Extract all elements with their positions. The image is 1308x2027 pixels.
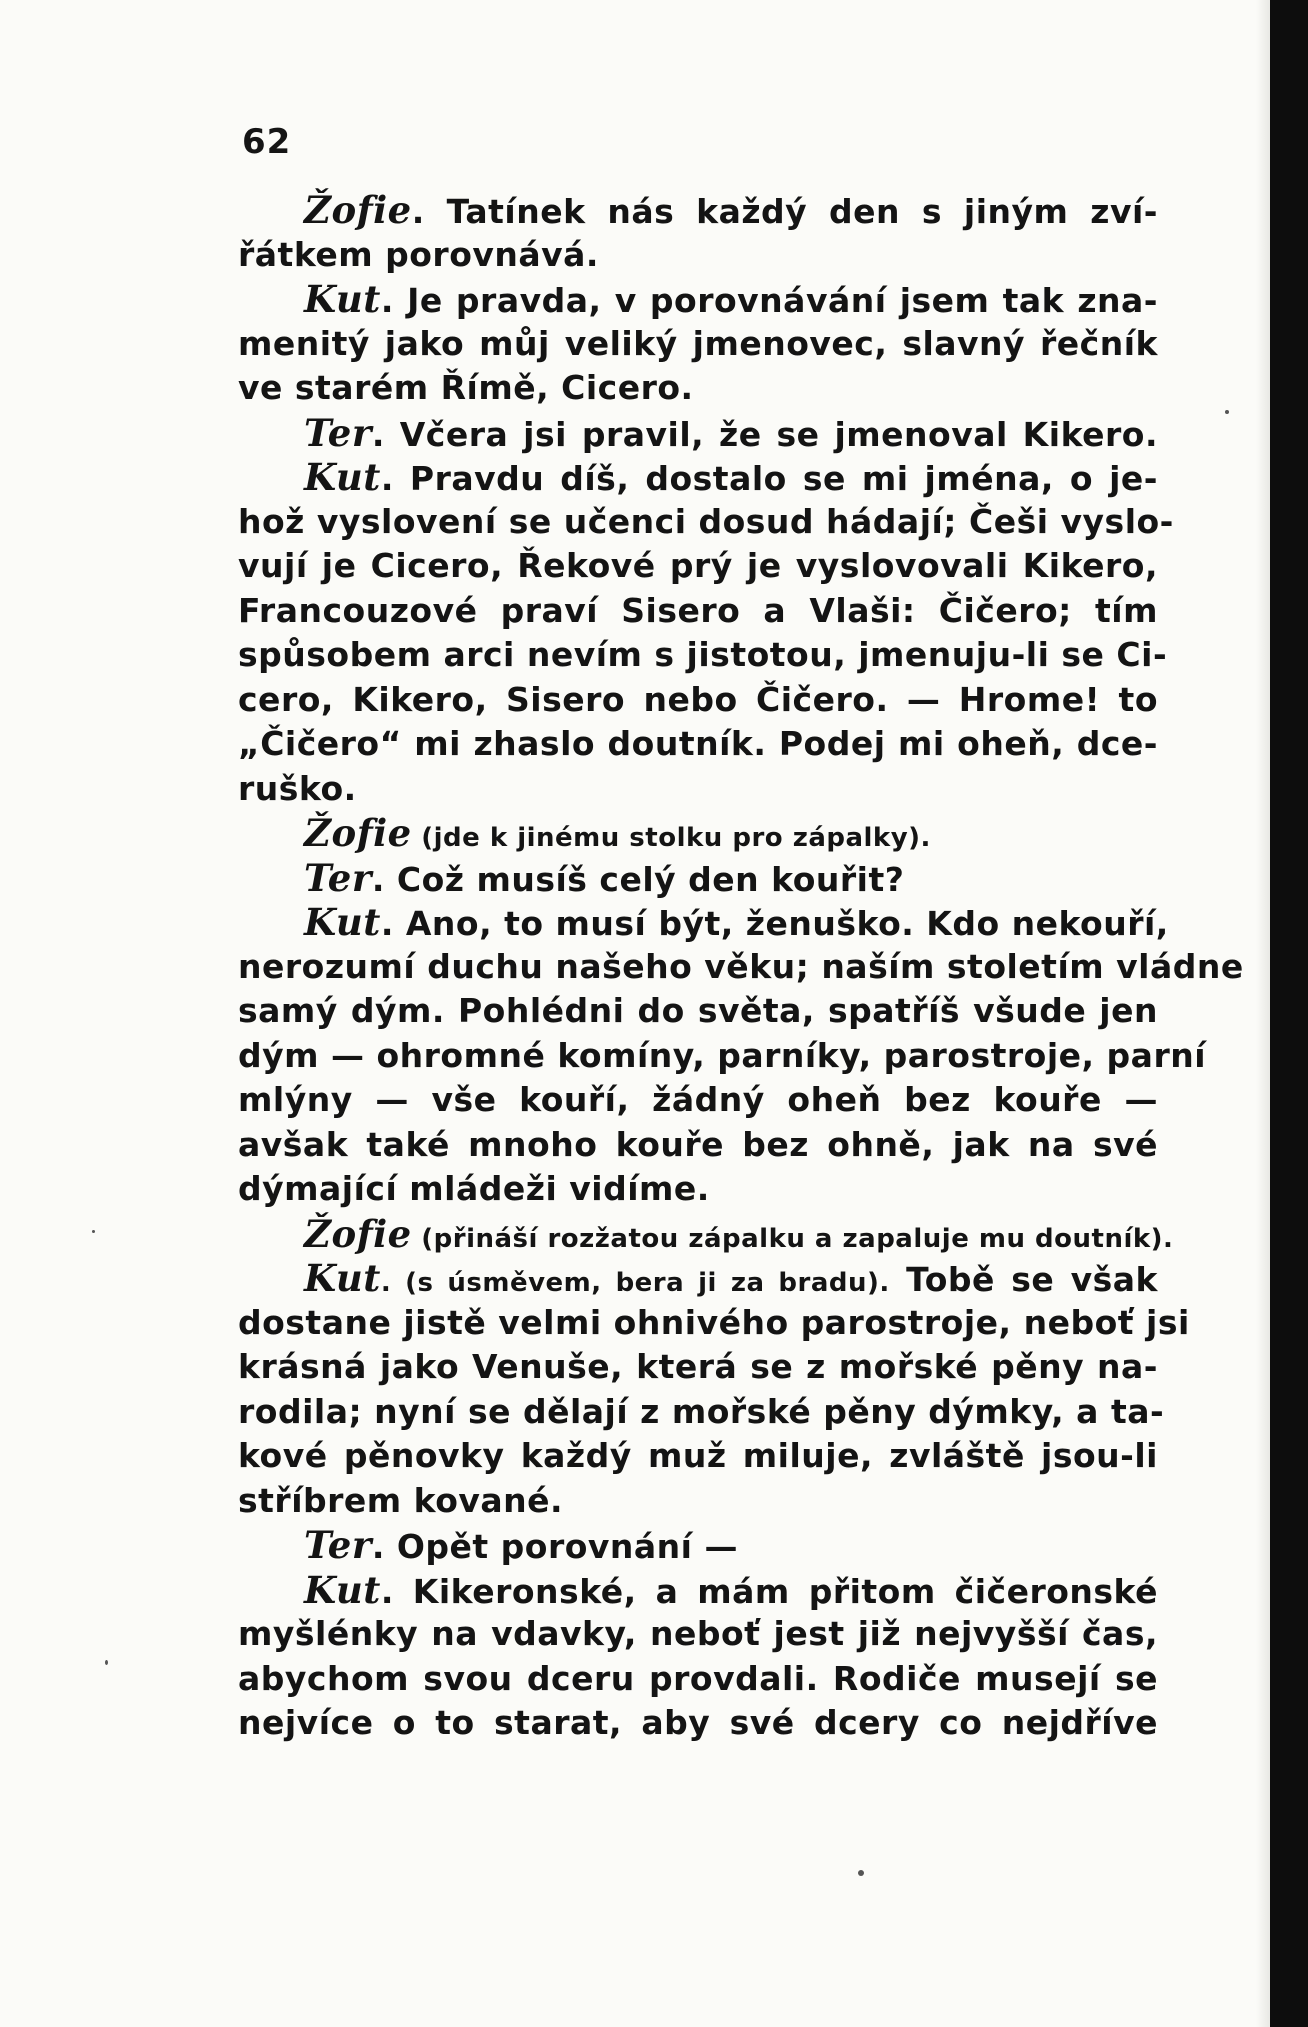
line-text: mlýny — vše kouří, žádný oheň bez kouře — (238, 1080, 1158, 1119)
text-line (238, 1657, 1158, 1702)
line-text: kové pěnovky každý muž miluje, zvláště jsou-li (238, 1436, 1158, 1475)
text-line (238, 811, 1158, 856)
line-text: dým — ohromné komíny, parníky, parostroje, parní (238, 1035, 1207, 1075)
line-text: nejvíce o to starat, aby své dcery co nejdříve (238, 1703, 1158, 1742)
text-line (238, 1479, 1158, 1524)
line-text: . Opět porovnání — (371, 1527, 738, 1566)
line-text: řátkem porovnává. (238, 234, 599, 274)
stage-direction: . (s úsměvem, bera ji za bradu). (380, 1268, 890, 1298)
text-line (238, 411, 1158, 456)
speaker-name: Ter (304, 410, 372, 455)
paper-speck (105, 1660, 108, 1665)
text-line (238, 1034, 1207, 1079)
line-text: samý dým. Pohlédni do světa, spatříš všude jen (238, 991, 1158, 1030)
text-line (238, 1345, 1158, 1390)
text-line (238, 678, 1158, 723)
speaker-name: Žofie (304, 188, 412, 232)
line-text: ve starém Římě, Cicero. (238, 368, 694, 407)
speaker-name: Ter (304, 855, 372, 900)
text-line (238, 277, 1158, 322)
line-text: hož vyslovení se učenci dosud hádají; Češi vyslo- (238, 501, 1174, 541)
text-line (238, 1434, 1158, 1479)
speaker-name: Kut (304, 1256, 381, 1300)
line-text: „Čičero“ mi zhaslo doutník. Podej mi oheň, dce- (238, 724, 1158, 763)
paper-speck (858, 1870, 864, 1876)
text-line (238, 322, 1158, 367)
page-edge-shadow (1256, 0, 1270, 2027)
text-line (238, 1167, 1158, 1212)
line-text: stříbrem kované. (238, 1480, 564, 1520)
line-text: krásná jako Venuše, která se z mořské pěny na- (238, 1347, 1158, 1386)
stage-direction: (přináší rozžatou zápalku a zapaluje mu doutník). (411, 1223, 1174, 1254)
text-line (238, 1701, 1158, 1746)
text-line (238, 589, 1158, 634)
paper-speck (1225, 410, 1229, 414)
text-line (238, 1301, 1190, 1346)
line-text: . Včera jsi pravil, že se jmenoval Kikero. (371, 414, 1158, 454)
speaker-name: Žofie (304, 1211, 412, 1256)
text-line (238, 1568, 1158, 1613)
line-text: nerozumí duchu našeho věku; naším stoletím vládne (238, 946, 1244, 986)
play-text (238, 188, 1244, 1746)
text-line (238, 1211, 1174, 1257)
text-line (238, 1256, 1158, 1301)
line-text: . Tatínek nás každý den s jiným zví- (411, 192, 1158, 231)
text-line (238, 989, 1158, 1034)
line-text: Tobě se však (889, 1260, 1158, 1299)
text-line (238, 1612, 1158, 1657)
text-line (238, 544, 1158, 589)
line-text: . Kikeronské, a mám přitom čičeronské (380, 1571, 1158, 1611)
text-line (238, 366, 1158, 411)
line-text: menitý jako můj veliký jmenovec, slavný řečník (238, 323, 1158, 363)
speaker-name: Kut (304, 277, 381, 321)
text-line (238, 945, 1244, 990)
text-line (238, 233, 1158, 278)
text-line (238, 900, 1169, 945)
line-text: abychom svou dceru provdali. Rodiče musejí se (238, 1658, 1158, 1698)
paper-speck (92, 1230, 95, 1233)
speaker-name: Žofie (304, 811, 412, 855)
speaker-name: Ter (304, 1523, 372, 1567)
speaker-name: Kut (304, 455, 381, 499)
text-line (238, 856, 1158, 901)
text-line (238, 1078, 1158, 1123)
line-text: . Je pravda, v porovnávání jsem tak zna- (380, 281, 1158, 320)
text-line (238, 455, 1158, 500)
text-line (238, 1390, 1165, 1435)
line-text: vují je Cicero, Řekové prý je vyslovovali Kikero, (238, 546, 1158, 585)
line-text: . Pravdu díš, dostalo se mi jména, o je- (380, 459, 1158, 498)
line-text: spůsobem arci nevím s jistotou, jmenuju-li se Ci- (238, 635, 1168, 674)
text-line (238, 767, 1158, 812)
line-text: Francouzové praví Sisero a Vlaši: Čičero; tím (238, 590, 1158, 630)
text-line (238, 1123, 1158, 1168)
line-text: ruško. (238, 768, 357, 808)
text-line (238, 1523, 1158, 1568)
line-text: dostane jistě velmi ohnivého parostroje, neboť jsi (238, 1302, 1190, 1342)
stage-direction: (jde k jinému stolku pro zápalky). (411, 823, 931, 853)
text-line (238, 500, 1174, 545)
speaker-name: Kut (304, 1567, 381, 1612)
line-text: . Ano, to musí být, ženuško. Kdo nekouří, (380, 904, 1169, 943)
page-number: 62 (242, 122, 292, 162)
text-line (238, 722, 1158, 767)
line-text: dýmající mládeži vidíme. (238, 1169, 710, 1208)
text-line (238, 633, 1168, 678)
line-text: avšak také mnoho kouře bez ohně, jak na své (238, 1124, 1158, 1164)
text-line (238, 188, 1158, 233)
line-text: myšlénky na vdavky, neboť jest již nejvyšší čas, (238, 1614, 1158, 1653)
speaker-name: Kut (304, 900, 381, 944)
line-text: rodila; nyní se dělají z mořské pěny dýmky, a ta- (238, 1391, 1165, 1431)
line-text: cero, Kikero, Sisero nebo Čičero. — Hrome! to (238, 679, 1158, 719)
line-text: . Což musíš celý den kouřit? (371, 859, 905, 899)
